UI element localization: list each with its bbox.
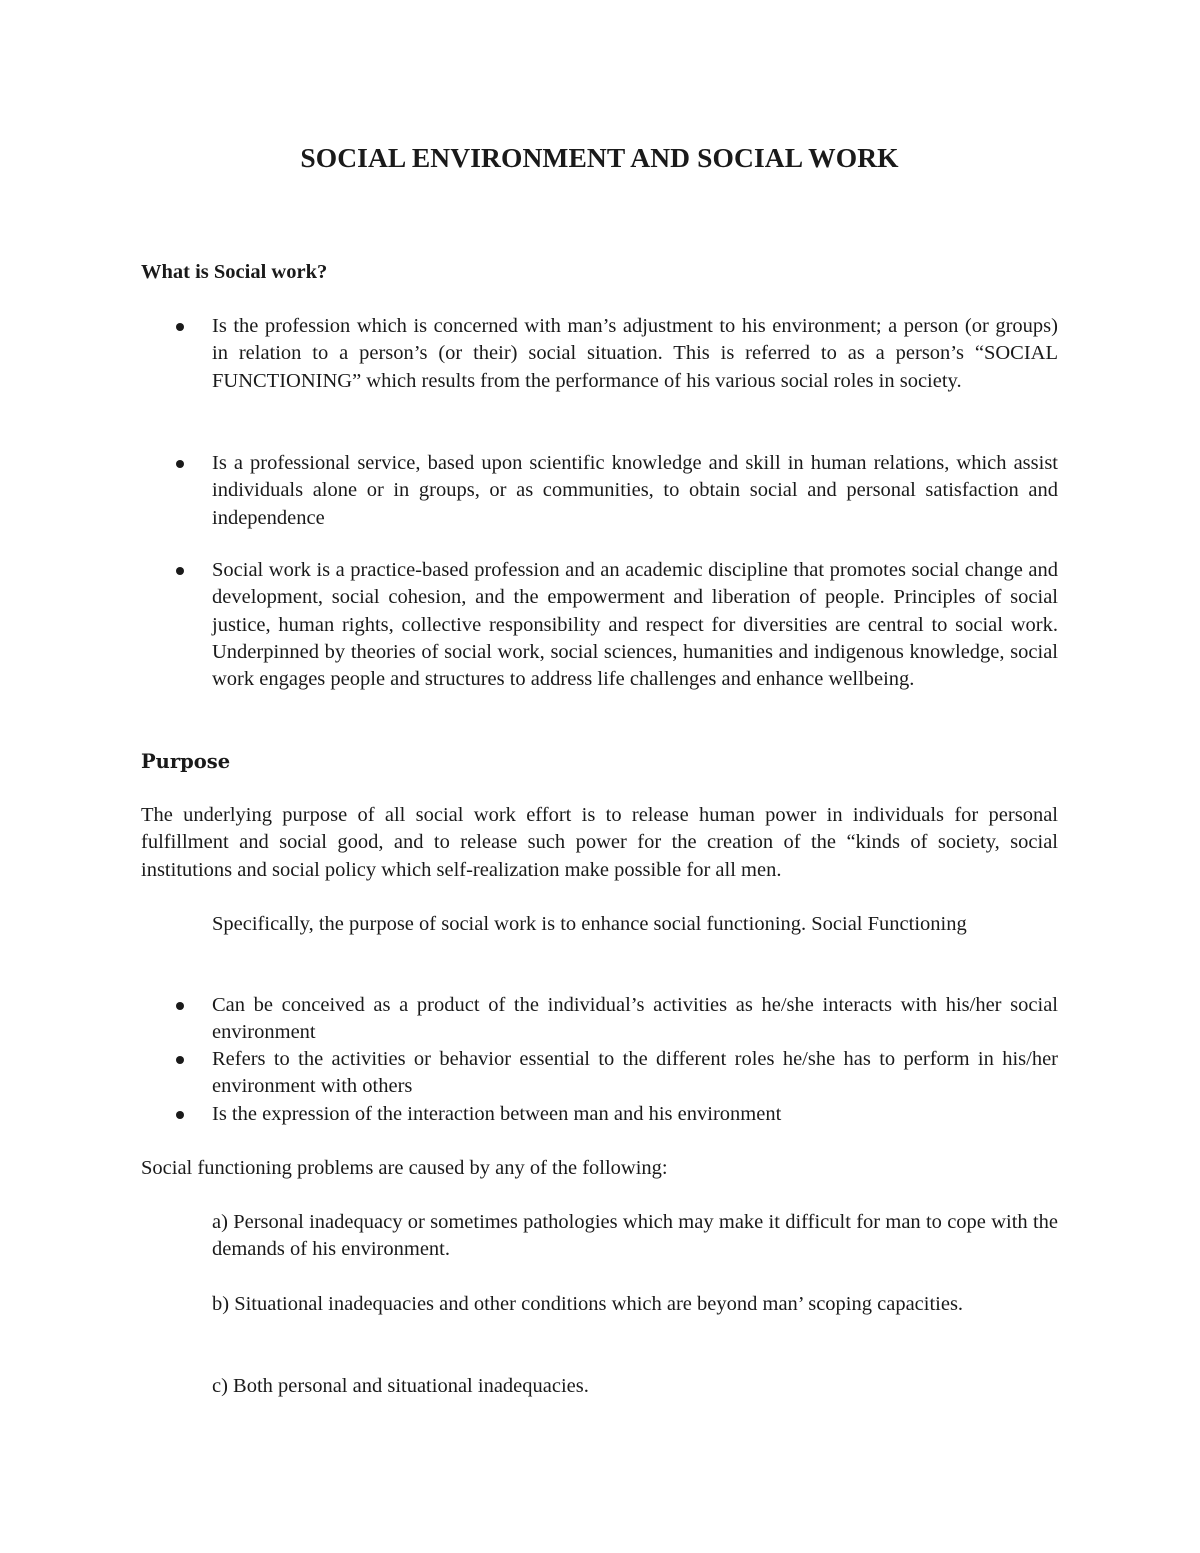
list-item-text: Is the expression of the interaction between man and his environment <box>212 1103 782 1125</box>
list-item-text: Social work is a practice-based profession and an academic discipline that promotes social change and development, social cohesion, and the empowerment and liberation of people. Principles of social justice, human rights, collective responsibility and respect for diversities are central to social work. Underpinned by theories of social work, social sciences, humanities and indigenous knowledge, social work engages people and structures to address life challenges and enhance wellbeing. <box>212 559 1058 691</box>
page-title: SOCIAL ENVIRONMENT AND SOCIAL WORK <box>300 142 899 173</box>
list-item: b) Situational inadequacies and other conditions which are beyond man’ scoping capacities. <box>212 1293 964 1315</box>
list-item-text: Is a professional service, based upon scientific knowledge and skill in human relations, which assist individuals alone or in groups, or as communities, to obtain social and personal satisfaction and independence <box>212 452 1058 529</box>
paragraph: The underlying purpose of all social work effort is to release human power in individuals for personal fulfillment and social good, and to release such power for the creation of the “kinds of society, social institutions and social policy which self-realization make possible for all men. <box>141 804 1058 881</box>
list-item-text: Refers to the activities or behavior essential to the different roles he/she has to perform in his/her environment with others <box>212 1048 1058 1098</box>
list-item: a) Personal inadequacy or sometimes pathologies which may make it difficult for man to cope with the demands of his environment. <box>212 1211 1058 1261</box>
bullet-icon <box>176 1056 184 1064</box>
paragraph: Social functioning problems are caused by any of the following: <box>141 1157 668 1179</box>
list-item-text: Is the profession which is concerned with man’s adjustment to his environment; a person (or groups) in relation to a person’s (or their) social situation. This is referred to as a person’s “SOCIAL FUNCTIONING” which results from the performance of his various social roles in society. <box>212 315 1058 392</box>
list-item: c) Both personal and situational inadequacies. <box>212 1375 589 1397</box>
bullet-icon <box>176 323 184 331</box>
bullet-icon <box>176 567 184 575</box>
paragraph: Specifically, the purpose of social work is to enhance social functioning. Social Functioning <box>212 913 967 935</box>
section-heading-purpose: Purpose <box>141 750 231 773</box>
section-heading-what-is-social-work: What is Social work? <box>141 261 328 283</box>
list-item-text: Can be conceived as a product of the individual’s activities as he/she interacts with his/her social environment <box>212 994 1058 1044</box>
bullet-icon <box>176 460 184 468</box>
bullet-icon <box>176 1111 184 1119</box>
bullet-icon <box>176 1002 184 1010</box>
